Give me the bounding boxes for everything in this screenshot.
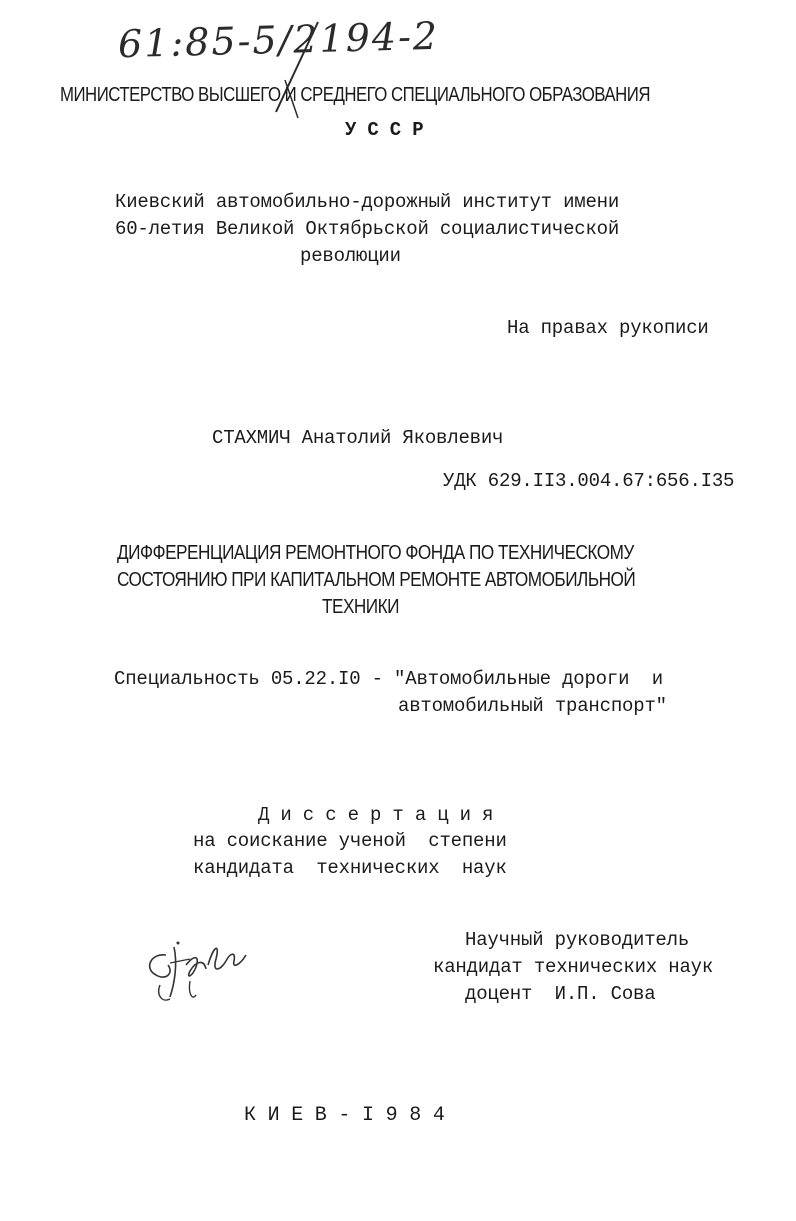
author-signature — [130, 925, 260, 1015]
institute-line-3: революции — [300, 245, 401, 267]
udc-code: УДК 629.II3.004.67:656.I35 — [443, 470, 735, 492]
supervisor-degree: кандидат технических наук — [433, 956, 714, 978]
specialty-line-2: автомобильный транспорт" — [398, 695, 667, 717]
dissertation-field-line: кандидата технических наук — [193, 857, 507, 879]
title-line-3: ТЕХНИКИ — [322, 596, 400, 618]
archive-mark: 61:85-5/2194-2 — [117, 13, 440, 67]
specialty-line-1: Специальность 05.22.I0 - "Автомобильные дороги и — [114, 668, 663, 690]
ministry-line: МИНИСТЕРСТВО ВЫСШЕГО И СРЕДНЕГО СПЕЦИАЛЬНОГО ОБРАЗОВАНИЯ — [60, 84, 650, 106]
title-line-2: СОСТОЯНИЮ ПРИ КАПИТАЛЬНОМ РЕМОНТЕ АВТОМОБИЛЬНОЙ — [117, 569, 636, 591]
author-name: СТАХМИЧ Анатолий Яковлевич — [212, 427, 504, 449]
dissertation-degree-line: на соискание ученой степени — [193, 830, 507, 852]
dissertation-heading: Д и с с е р т а ц и я — [258, 804, 494, 826]
city-year: К И Е В - I 9 8 4 — [244, 1104, 445, 1127]
institute-line-1: Киевский автомобильно-дорожный институт имени — [115, 191, 620, 213]
supervisor-role: Научный руководитель — [465, 929, 690, 951]
country-line: У С С Р — [345, 119, 424, 141]
supervisor-name: доцент И.П. Сова — [465, 983, 656, 1005]
manuscript-note: На правах рукописи — [507, 317, 709, 339]
institute-line-2: 60-летия Великой Октябрьской социалистической — [115, 218, 620, 240]
title-line-1: ДИФФЕРЕНЦИАЦИЯ РЕМОНТНОГО ФОНДА ПО ТЕХНИЧЕСКОМУ — [117, 542, 634, 564]
